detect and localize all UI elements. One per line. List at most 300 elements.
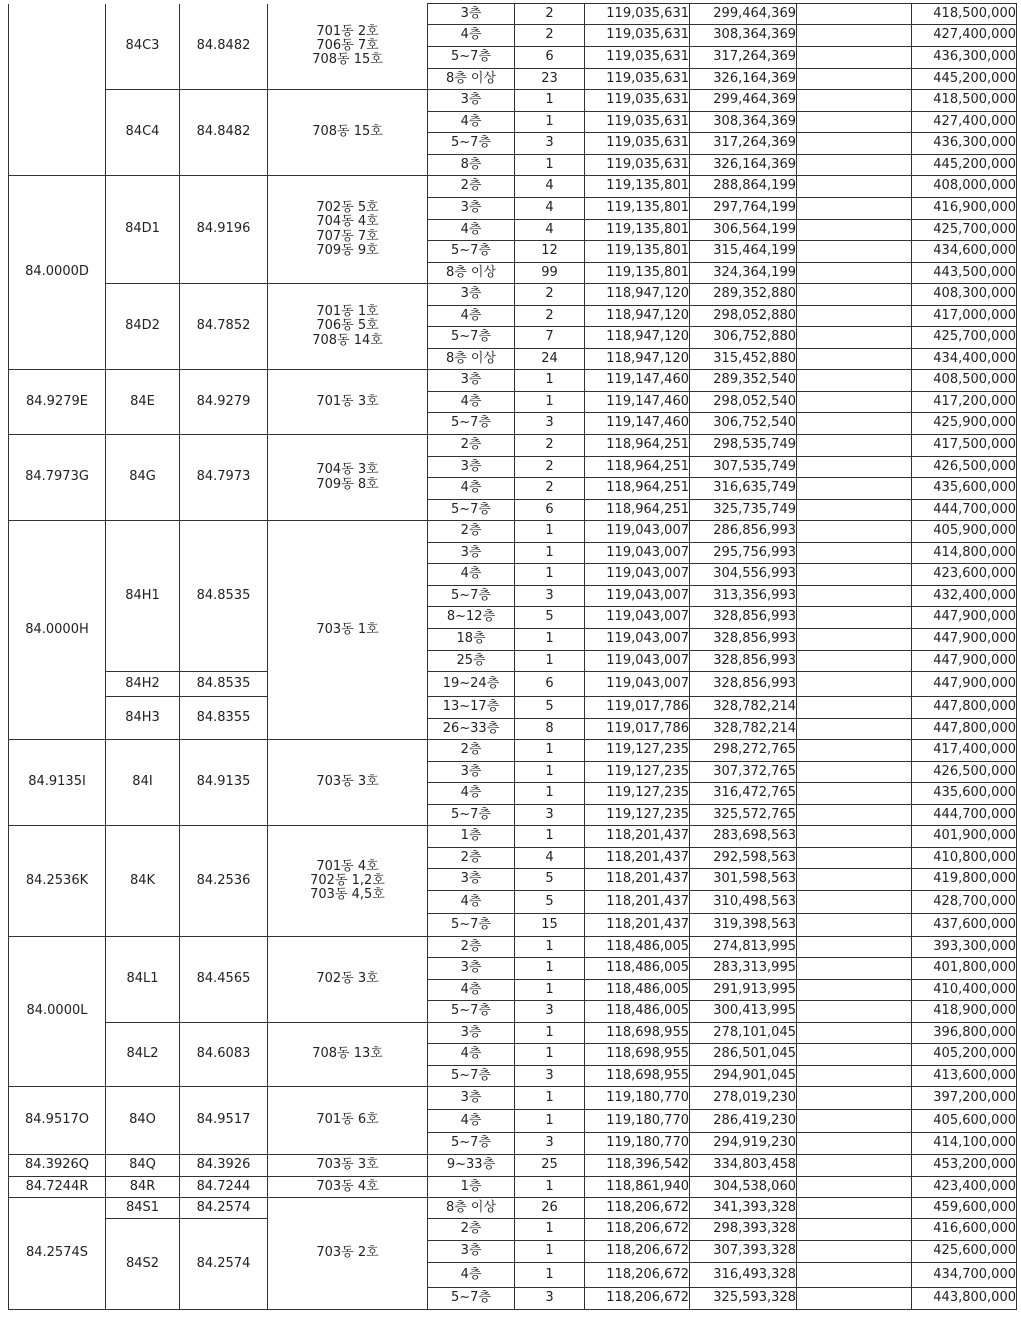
empty-cell: [797, 719, 912, 740]
count-cell: 1: [515, 651, 585, 672]
count-cell: 7: [515, 327, 585, 349]
total-price-cell: 434,700,000: [912, 1263, 1017, 1288]
building-price-cell: 328,856,993: [690, 607, 797, 629]
building-price-cell: 297,764,199: [690, 198, 797, 220]
total-price-cell: 447,900,000: [912, 672, 1017, 697]
total-price-cell: 405,200,000: [912, 1044, 1017, 1066]
land-price-cell: 118,486,005: [585, 980, 690, 1001]
dong-unit-line: 703동 3호: [316, 1157, 379, 1173]
land-price-cell: 119,035,631: [585, 25, 690, 47]
dong-unit-cell: [268, 435, 428, 521]
building-price-cell: 328,782,214: [690, 719, 797, 740]
building-price-cell: 278,101,045: [690, 1023, 797, 1044]
table-row: [9, 740, 1017, 762]
dong-unit-line: 701동 3호: [316, 393, 379, 409]
land-price-cell: 119,127,235: [585, 740, 690, 762]
floor-cell: 8층 이상: [428, 349, 515, 370]
dong-unit-cell: [268, 1023, 428, 1087]
count-cell: 1: [515, 155, 585, 176]
area-cell: 84.7852: [180, 284, 268, 370]
floor-cell: 3층: [428, 1241, 515, 1263]
land-price-cell: 118,947,120: [585, 349, 690, 370]
building-price-cell: 298,393,328: [690, 1219, 797, 1241]
sub-type-cell: 84S2: [106, 1219, 180, 1310]
empty-cell: [797, 1241, 912, 1263]
empty-cell: [797, 651, 912, 672]
table-row: [9, 90, 1017, 112]
empty-cell: [797, 914, 912, 937]
count-cell: 3: [515, 1288, 585, 1310]
floor-cell: 1층: [428, 1177, 515, 1198]
count-cell: 26: [515, 1198, 585, 1219]
floor-cell: 3층: [428, 762, 515, 783]
land-price-cell: 119,135,801: [585, 198, 690, 220]
count-cell: 1: [515, 392, 585, 413]
dong-unit-line: 703동 3호: [316, 774, 379, 790]
floor-cell: 4층: [428, 891, 515, 914]
count-cell: 1: [515, 370, 585, 392]
land-price-cell: 119,147,460: [585, 392, 690, 413]
land-price-cell: 119,135,801: [585, 241, 690, 263]
table-row: [9, 4, 1017, 25]
land-price-cell: 119,035,631: [585, 133, 690, 155]
total-price-cell: 413,600,000: [912, 1066, 1017, 1087]
sub-type-cell: 84D2: [106, 284, 180, 370]
total-price-cell: 425,700,000: [912, 220, 1017, 241]
land-price-cell: 119,043,007: [585, 651, 690, 672]
empty-cell: [797, 869, 912, 891]
area-cell: 84.7244: [180, 1177, 268, 1198]
empty-cell: [797, 1219, 912, 1241]
count-cell: 3: [515, 413, 585, 435]
empty-cell: [797, 586, 912, 607]
count-cell: 1: [515, 937, 585, 958]
floor-cell: 4층: [428, 306, 515, 327]
land-price-cell: 118,964,251: [585, 435, 690, 457]
empty-cell: [797, 1155, 912, 1177]
building-price-cell: 308,364,369: [690, 112, 797, 133]
building-price-cell: 307,393,328: [690, 1241, 797, 1263]
floor-cell: 5~7층: [428, 1288, 515, 1310]
dong-unit-cell: [268, 284, 428, 370]
total-price-cell: 447,900,000: [912, 629, 1017, 651]
empty-cell: [797, 805, 912, 826]
dong-unit-line: 703동 4,5호: [310, 887, 385, 903]
count-cell: 8: [515, 719, 585, 740]
floor-cell: 5~7층: [428, 500, 515, 521]
building-price-cell: 301,598,563: [690, 869, 797, 891]
floor-cell: 1층: [428, 826, 515, 848]
floor-cell: 3층: [428, 4, 515, 25]
land-price-cell: 118,206,672: [585, 1198, 690, 1219]
building-price-cell: 304,556,993: [690, 564, 797, 586]
land-price-cell: 119,035,631: [585, 47, 690, 69]
count-cell: 1: [515, 90, 585, 112]
empty-cell: [797, 564, 912, 586]
floor-cell: 26~33층: [428, 719, 515, 740]
building-price-cell: 315,452,880: [690, 349, 797, 370]
count-cell: 1: [515, 958, 585, 980]
building-price-cell: 316,635,749: [690, 478, 797, 500]
area-cell: 84.9279: [180, 370, 268, 435]
unit-type-cell: 84.0000D: [9, 176, 106, 370]
count-cell: 2: [515, 284, 585, 306]
floor-cell: 8층 이상: [428, 1198, 515, 1219]
count-cell: 3: [515, 1066, 585, 1087]
table-row: [9, 937, 1017, 958]
floor-cell: 3층: [428, 284, 515, 306]
building-price-cell: 291,913,995: [690, 980, 797, 1001]
empty-cell: [797, 155, 912, 176]
count-cell: 1: [515, 1219, 585, 1241]
land-price-cell: 119,035,631: [585, 69, 690, 90]
count-cell: 1: [515, 1263, 585, 1288]
building-price-cell: 294,901,045: [690, 1066, 797, 1087]
building-price-cell: 298,052,540: [690, 392, 797, 413]
dong-unit-line: 708동 15호: [312, 52, 383, 68]
empty-cell: [797, 500, 912, 521]
unit-type-cell: 84.7244R: [9, 1177, 106, 1198]
empty-cell: [797, 112, 912, 133]
sub-type-cell: 84H3: [106, 697, 180, 740]
building-price-cell: 283,313,995: [690, 958, 797, 980]
count-cell: 1: [515, 1087, 585, 1110]
empty-cell: [797, 629, 912, 651]
empty-cell: [797, 607, 912, 629]
building-price-cell: 306,752,880: [690, 327, 797, 349]
total-price-cell: 401,800,000: [912, 958, 1017, 980]
land-price-cell: 119,035,631: [585, 4, 690, 25]
dong-unit-line: 704동 3호: [316, 462, 379, 478]
count-cell: 5: [515, 869, 585, 891]
empty-cell: [797, 69, 912, 90]
table-row: [9, 1198, 1017, 1219]
building-price-cell: 278,019,230: [690, 1087, 797, 1110]
land-price-cell: 119,180,770: [585, 1087, 690, 1110]
dong-unit-line: 703동 1호: [316, 621, 379, 637]
dong-unit-cell: [268, 370, 428, 435]
total-price-cell: 453,200,000: [912, 1155, 1017, 1177]
dong-unit-cell: [268, 4, 428, 90]
land-price-cell: 119,017,786: [585, 697, 690, 719]
sub-type-cell: 84O: [106, 1087, 180, 1155]
total-price-cell: 423,400,000: [912, 1177, 1017, 1198]
total-price-cell: 426,500,000: [912, 457, 1017, 478]
building-price-cell: 315,464,199: [690, 241, 797, 263]
building-price-cell: 286,856,993: [690, 521, 797, 543]
land-price-cell: 119,043,007: [585, 521, 690, 543]
dong-unit-line: 708동 13호: [312, 1046, 383, 1062]
area-cell: 84.8535: [180, 672, 268, 697]
empty-cell: [797, 306, 912, 327]
total-price-cell: 405,900,000: [912, 521, 1017, 543]
total-price-cell: 397,200,000: [912, 1087, 1017, 1110]
empty-cell: [797, 220, 912, 241]
building-price-cell: 288,864,199: [690, 176, 797, 198]
floor-cell: 4층: [428, 220, 515, 241]
dong-unit-cell: [268, 1198, 428, 1310]
count-cell: 6: [515, 672, 585, 697]
unit-type-cell: 84.3926Q: [9, 1155, 106, 1177]
building-price-cell: 325,572,765: [690, 805, 797, 826]
count-cell: 2: [515, 306, 585, 327]
dong-unit-line: 701동 6호: [316, 1112, 379, 1128]
count-cell: 1: [515, 762, 585, 783]
unit-type-cell: 84.0000L: [9, 937, 106, 1087]
count-cell: 1: [515, 112, 585, 133]
floor-cell: 4층: [428, 783, 515, 805]
total-price-cell: 401,900,000: [912, 826, 1017, 848]
land-price-cell: 118,486,005: [585, 1001, 690, 1023]
dong-unit-line: 701동 4호: [316, 858, 379, 874]
table-row: [9, 672, 1017, 697]
building-price-cell: 334,803,458: [690, 1155, 797, 1177]
count-cell: 3: [515, 805, 585, 826]
sub-type-cell: 84Q: [106, 1155, 180, 1177]
count-cell: 3: [515, 586, 585, 607]
land-price-cell: 119,147,460: [585, 413, 690, 435]
empty-cell: [797, 25, 912, 47]
area-cell: 84.9196: [180, 176, 268, 284]
land-price-cell: 118,947,120: [585, 306, 690, 327]
total-price-cell: 447,800,000: [912, 697, 1017, 719]
area-cell: 84.8482: [180, 90, 268, 176]
dong-unit-cell: [268, 521, 428, 740]
sub-type-cell: 84G: [106, 435, 180, 521]
total-price-cell: 410,400,000: [912, 980, 1017, 1001]
sub-type-cell: 84C3: [106, 4, 180, 90]
floor-cell: 5~7층: [428, 1001, 515, 1023]
table-row: [9, 435, 1017, 457]
count-cell: 1: [515, 1177, 585, 1198]
count-cell: 15: [515, 914, 585, 937]
price-table-body: [9, 4, 1017, 1310]
empty-cell: [797, 1087, 912, 1110]
floor-cell: 4층: [428, 25, 515, 47]
dong-unit-cell: [268, 937, 428, 1023]
floor-cell: 3층: [428, 543, 515, 564]
total-price-cell: 432,400,000: [912, 586, 1017, 607]
price-table: [8, 3, 1017, 1310]
land-price-cell: 119,127,235: [585, 783, 690, 805]
total-price-cell: 393,300,000: [912, 937, 1017, 958]
floor-cell: 4층: [428, 564, 515, 586]
count-cell: 23: [515, 69, 585, 90]
area-cell: 84.2574: [180, 1219, 268, 1310]
empty-cell: [797, 133, 912, 155]
land-price-cell: 119,135,801: [585, 176, 690, 198]
total-price-cell: 418,900,000: [912, 1001, 1017, 1023]
empty-cell: [797, 1023, 912, 1044]
land-price-cell: 119,043,007: [585, 586, 690, 607]
floor-cell: 4층: [428, 478, 515, 500]
empty-cell: [797, 521, 912, 543]
building-price-cell: 319,398,563: [690, 914, 797, 937]
land-price-cell: 118,964,251: [585, 500, 690, 521]
land-price-cell: 118,206,672: [585, 1241, 690, 1263]
dong-unit-cell: [268, 1155, 428, 1177]
table-row: [9, 176, 1017, 198]
land-price-cell: 118,396,542: [585, 1155, 690, 1177]
sub-type-cell: 84D1: [106, 176, 180, 284]
sub-type-cell: 84C4: [106, 90, 180, 176]
total-price-cell: 443,800,000: [912, 1288, 1017, 1310]
floor-cell: 4층: [428, 1044, 515, 1066]
building-price-cell: 328,856,993: [690, 629, 797, 651]
total-price-cell: 445,200,000: [912, 155, 1017, 176]
floor-cell: 5~7층: [428, 241, 515, 263]
land-price-cell: 118,201,437: [585, 848, 690, 869]
empty-cell: [797, 349, 912, 370]
empty-cell: [797, 937, 912, 958]
empty-cell: [797, 783, 912, 805]
floor-cell: 2층: [428, 740, 515, 762]
dong-unit-line: 704동 4호: [316, 214, 379, 230]
building-price-cell: 341,393,328: [690, 1198, 797, 1219]
total-price-cell: 418,500,000: [912, 4, 1017, 25]
empty-cell: [797, 47, 912, 69]
dong-unit-line: 708동 14호: [312, 332, 383, 348]
total-price-cell: 419,800,000: [912, 869, 1017, 891]
dong-unit-line: 703동 4호: [316, 1178, 379, 1194]
count-cell: 1: [515, 543, 585, 564]
dong-unit-cell: [268, 1177, 428, 1198]
land-price-cell: 119,127,235: [585, 762, 690, 783]
table-row: [9, 1219, 1017, 1241]
count-cell: 1: [515, 1044, 585, 1066]
count-cell: 1: [515, 564, 585, 586]
floor-cell: 2층: [428, 937, 515, 958]
empty-cell: [797, 958, 912, 980]
building-price-cell: 299,464,369: [690, 4, 797, 25]
count-cell: 1: [515, 1110, 585, 1133]
sub-type-cell: 84K: [106, 826, 180, 937]
land-price-cell: 118,206,672: [585, 1219, 690, 1241]
floor-cell: 4층: [428, 1263, 515, 1288]
dong-unit-cell: [268, 1087, 428, 1155]
table-row: [9, 697, 1017, 719]
dong-unit-cell: [268, 176, 428, 284]
total-price-cell: 437,600,000: [912, 914, 1017, 937]
land-price-cell: 118,486,005: [585, 958, 690, 980]
building-price-cell: 316,493,328: [690, 1263, 797, 1288]
total-price-cell: 427,400,000: [912, 112, 1017, 133]
empty-cell: [797, 543, 912, 564]
empty-cell: [797, 241, 912, 263]
area-cell: 84.8535: [180, 521, 268, 672]
total-price-cell: 444,700,000: [912, 805, 1017, 826]
building-price-cell: 274,813,995: [690, 937, 797, 958]
land-price-cell: 119,180,770: [585, 1133, 690, 1155]
dong-unit-line: 703동 2호: [316, 1245, 379, 1261]
floor-cell: 3층: [428, 1023, 515, 1044]
floor-cell: 18층: [428, 629, 515, 651]
empty-cell: [797, 1001, 912, 1023]
sub-type-cell: 84I: [106, 740, 180, 826]
count-cell: 1: [515, 1023, 585, 1044]
floor-cell: 5~7층: [428, 1133, 515, 1155]
count-cell: 1: [515, 1241, 585, 1263]
land-price-cell: 118,698,955: [585, 1066, 690, 1087]
empty-cell: [797, 4, 912, 25]
building-price-cell: 306,752,540: [690, 413, 797, 435]
empty-cell: [797, 1066, 912, 1087]
table-row: [9, 1177, 1017, 1198]
total-price-cell: 417,400,000: [912, 740, 1017, 762]
floor-cell: 5~7층: [428, 586, 515, 607]
count-cell: 2: [515, 457, 585, 478]
empty-cell: [797, 1110, 912, 1133]
total-price-cell: 435,600,000: [912, 783, 1017, 805]
building-price-cell: 308,364,369: [690, 25, 797, 47]
building-price-cell: 294,919,230: [690, 1133, 797, 1155]
total-price-cell: 408,500,000: [912, 370, 1017, 392]
total-price-cell: 444,700,000: [912, 500, 1017, 521]
empty-cell: [797, 697, 912, 719]
area-cell: 84.6083: [180, 1023, 268, 1087]
empty-cell: [797, 370, 912, 392]
total-price-cell: 417,200,000: [912, 392, 1017, 413]
dong-unit-line: 709동 9호: [316, 242, 379, 258]
sub-type-cell: 84L2: [106, 1023, 180, 1087]
floor-cell: 5~7층: [428, 413, 515, 435]
empty-cell: [797, 1177, 912, 1198]
total-price-cell: 428,700,000: [912, 891, 1017, 914]
dong-unit-line: 702동 5호: [316, 199, 379, 215]
empty-cell: [797, 457, 912, 478]
building-price-cell: 298,535,749: [690, 435, 797, 457]
count-cell: 1: [515, 826, 585, 848]
empty-cell: [797, 392, 912, 413]
total-price-cell: 425,900,000: [912, 413, 1017, 435]
building-price-cell: 325,735,749: [690, 500, 797, 521]
total-price-cell: 434,400,000: [912, 349, 1017, 370]
building-price-cell: 317,264,369: [690, 133, 797, 155]
floor-cell: 5~7층: [428, 133, 515, 155]
land-price-cell: 118,201,437: [585, 869, 690, 891]
empty-cell: [797, 284, 912, 306]
count-cell: 1: [515, 783, 585, 805]
land-price-cell: 118,201,437: [585, 826, 690, 848]
sub-type-cell: 84H1: [106, 521, 180, 672]
total-price-cell: 447,900,000: [912, 607, 1017, 629]
land-price-cell: 119,043,007: [585, 629, 690, 651]
floor-cell: 2층: [428, 176, 515, 198]
table-row: [9, 284, 1017, 306]
total-price-cell: 414,100,000: [912, 1133, 1017, 1155]
total-price-cell: 434,600,000: [912, 241, 1017, 263]
building-price-cell: 325,593,328: [690, 1288, 797, 1310]
land-price-cell: 119,180,770: [585, 1110, 690, 1133]
land-price-cell: 119,017,786: [585, 719, 690, 740]
floor-cell: 2층: [428, 521, 515, 543]
total-price-cell: 425,700,000: [912, 327, 1017, 349]
empty-cell: [797, 740, 912, 762]
land-price-cell: 118,964,251: [585, 478, 690, 500]
count-cell: 5: [515, 607, 585, 629]
area-cell: 84.9135: [180, 740, 268, 826]
land-price-cell: 119,043,007: [585, 543, 690, 564]
floor-cell: 8층 이상: [428, 263, 515, 284]
land-price-cell: 119,035,631: [585, 90, 690, 112]
floor-cell: 19~24층: [428, 672, 515, 697]
building-price-cell: 324,364,199: [690, 263, 797, 284]
land-price-cell: 119,035,631: [585, 112, 690, 133]
count-cell: 99: [515, 263, 585, 284]
land-price-cell: 119,135,801: [585, 220, 690, 241]
dong-unit-line: 707동 7호: [316, 228, 379, 244]
unit-type-cell: 84.2574S: [9, 1198, 106, 1310]
